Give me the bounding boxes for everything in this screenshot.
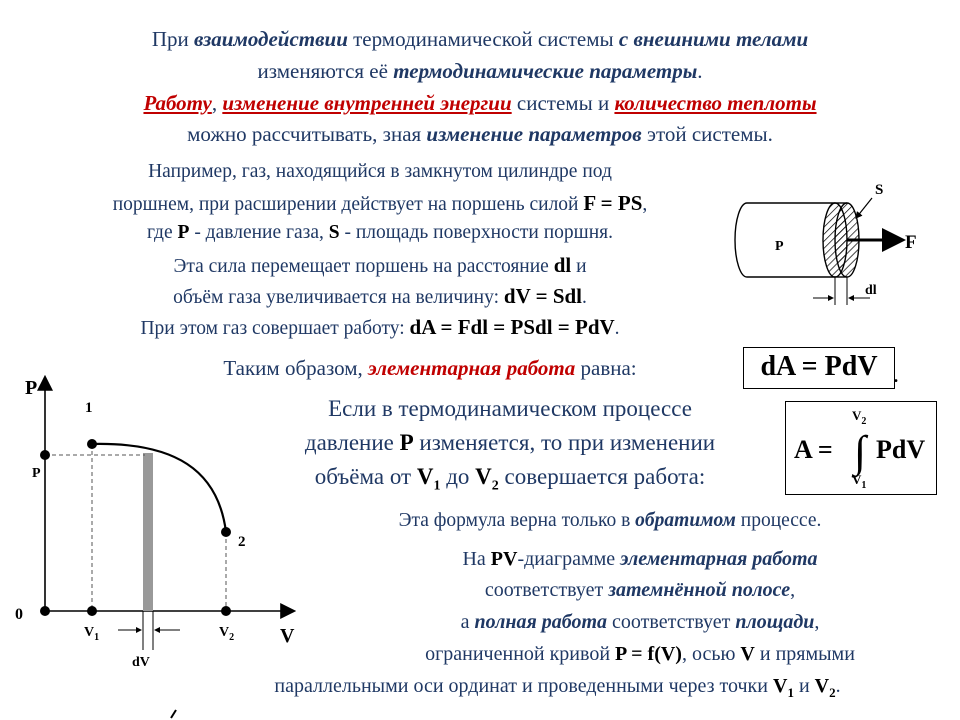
t: Эта сила перемещает поршень на расстояние (173, 256, 554, 277)
t: -диаграмме (517, 548, 621, 570)
integral-integrand: PdV (876, 435, 926, 464)
example-line-1 (40, 161, 720, 183)
origin-label: 0 (15, 606, 23, 623)
t: 2 (491, 478, 499, 494)
t: dl (553, 253, 572, 277)
t: поршнем, при расширении действует на поршень силой (112, 194, 584, 215)
point-2 (221, 527, 231, 537)
t: давление (304, 430, 400, 455)
integral-lower: $V_1$ (852, 472, 867, 491)
label-f: F (905, 232, 917, 253)
t: , (642, 194, 648, 215)
t: , (814, 611, 820, 633)
t: изменяются её (257, 59, 394, 83)
t: dV = Sdl (503, 284, 583, 308)
t: и (571, 256, 587, 277)
intro-line-2 (0, 59, 960, 84)
t: Если в термодинамическом процессе (328, 396, 692, 421)
t: а (460, 611, 475, 633)
t: . (614, 318, 620, 339)
t: - площадь поверхности поршня. (339, 222, 613, 243)
example-line-2 (40, 191, 720, 216)
t: элементарная работа (620, 548, 818, 570)
t: . (697, 59, 703, 83)
t: 1 (433, 478, 441, 494)
t: процессе. (735, 510, 822, 531)
pv-curve (92, 444, 226, 532)
t: dA = Fdl = PSdl = PdV (409, 315, 615, 339)
t: системы и (511, 91, 615, 115)
t: соответствует (607, 611, 736, 633)
t: можно рассчитывать, зная (187, 122, 427, 146)
point-1-label: 1 (85, 400, 93, 416)
p-tick-label: P (32, 466, 41, 481)
t: и прямыми (754, 643, 855, 665)
elementary-strip (143, 453, 153, 611)
t: Например, газ, находящийся в замкнутом цилиндре под (148, 161, 612, 182)
t: взаимодействии (193, 27, 348, 51)
pv-diagram (0, 360, 330, 720)
t: На (462, 548, 491, 570)
t: равна: (575, 356, 637, 380)
t: 2 (829, 685, 836, 700)
t: V (740, 643, 755, 665)
t: P (177, 222, 190, 243)
t: F = PS (583, 191, 643, 215)
pv-line-4 (310, 643, 960, 666)
t: V (475, 464, 492, 489)
v1-label: $V_1$ (84, 625, 100, 643)
intro-line-3 (0, 91, 960, 116)
t: соответствует (484, 579, 609, 601)
pv-line-3 (310, 611, 960, 634)
t: Таким образом, (223, 356, 369, 380)
example-line-3 (40, 222, 720, 244)
label-s: S (875, 182, 884, 198)
t: обратимом (635, 510, 736, 531)
elementary-formula-box (743, 347, 895, 389)
t: V (814, 675, 830, 697)
pv-line-2 (310, 579, 960, 602)
intro-line-1 (0, 27, 960, 52)
t: P = f(V) (615, 643, 682, 665)
t: площади (735, 611, 815, 633)
example-line-4 (40, 253, 720, 278)
integral-formula-box (785, 401, 937, 495)
t: - давление газа, (189, 222, 329, 243)
t: объёма от (314, 464, 417, 489)
t: полная работа (474, 611, 608, 633)
cylinder-body (735, 203, 835, 277)
t: где (147, 222, 178, 243)
label-p: P (775, 239, 784, 254)
t: , (211, 91, 223, 115)
p-axis-label: P (25, 377, 38, 399)
t: При этом газ совершает работу: (140, 318, 410, 339)
t: до (440, 464, 476, 489)
t: При (151, 27, 194, 51)
t: с внешними телами (618, 27, 809, 51)
t: V (772, 675, 788, 697)
t: этой системы. (641, 122, 773, 146)
integral-upper: $V_2$ (852, 408, 867, 427)
example-line-5 (40, 284, 720, 309)
t: элементарная работа (368, 356, 576, 380)
integral-formula (786, 402, 936, 494)
integral-sign: ∫ (854, 427, 867, 476)
example-line-6 (40, 315, 720, 340)
t: совершается работа: (498, 464, 706, 489)
point-1 (87, 439, 97, 449)
elementary-formula: dA = PdV (760, 351, 878, 382)
t: PV (490, 548, 518, 570)
pv-line-1 (310, 548, 960, 571)
t: термодинамической системы (347, 27, 619, 51)
t: P (399, 430, 414, 455)
t: параллельными оси ординат и проведенными через точки (274, 675, 773, 697)
dv-label: dV (132, 655, 150, 670)
t: , осью (681, 643, 741, 665)
t: и (793, 675, 815, 697)
t: . (582, 287, 587, 308)
integral-lhs: A = (794, 435, 833, 464)
t: изменение параметров (426, 122, 642, 146)
t: V (416, 464, 434, 489)
t: количество теплоты (614, 91, 817, 115)
point-2-label: 2 (238, 534, 246, 550)
t: S (328, 222, 340, 243)
t: изменяется, то при изменении (413, 430, 716, 455)
t: Работу (143, 91, 212, 115)
v2-label: $V_2$ (219, 625, 235, 643)
elementary-dot: . (893, 362, 899, 388)
v-axis-label: V (280, 625, 295, 647)
t: изменение внутренней энергии (222, 91, 512, 115)
t: термодинамические параметры (393, 59, 698, 83)
t: объём газа увеличивается на величину: (173, 287, 504, 308)
t: . (835, 675, 841, 697)
t: 1 (787, 685, 794, 700)
t: Эта формула верна только в (398, 510, 636, 531)
reversible-line (270, 510, 950, 532)
t: затемнённой полосе (608, 579, 791, 601)
intro-line-4 (0, 122, 960, 147)
label-dl: dl (865, 283, 877, 298)
t: ограниченной кривой (425, 643, 616, 665)
t: , (790, 579, 796, 601)
cylinder-diagram (725, 170, 925, 310)
area-pointer (856, 198, 872, 218)
